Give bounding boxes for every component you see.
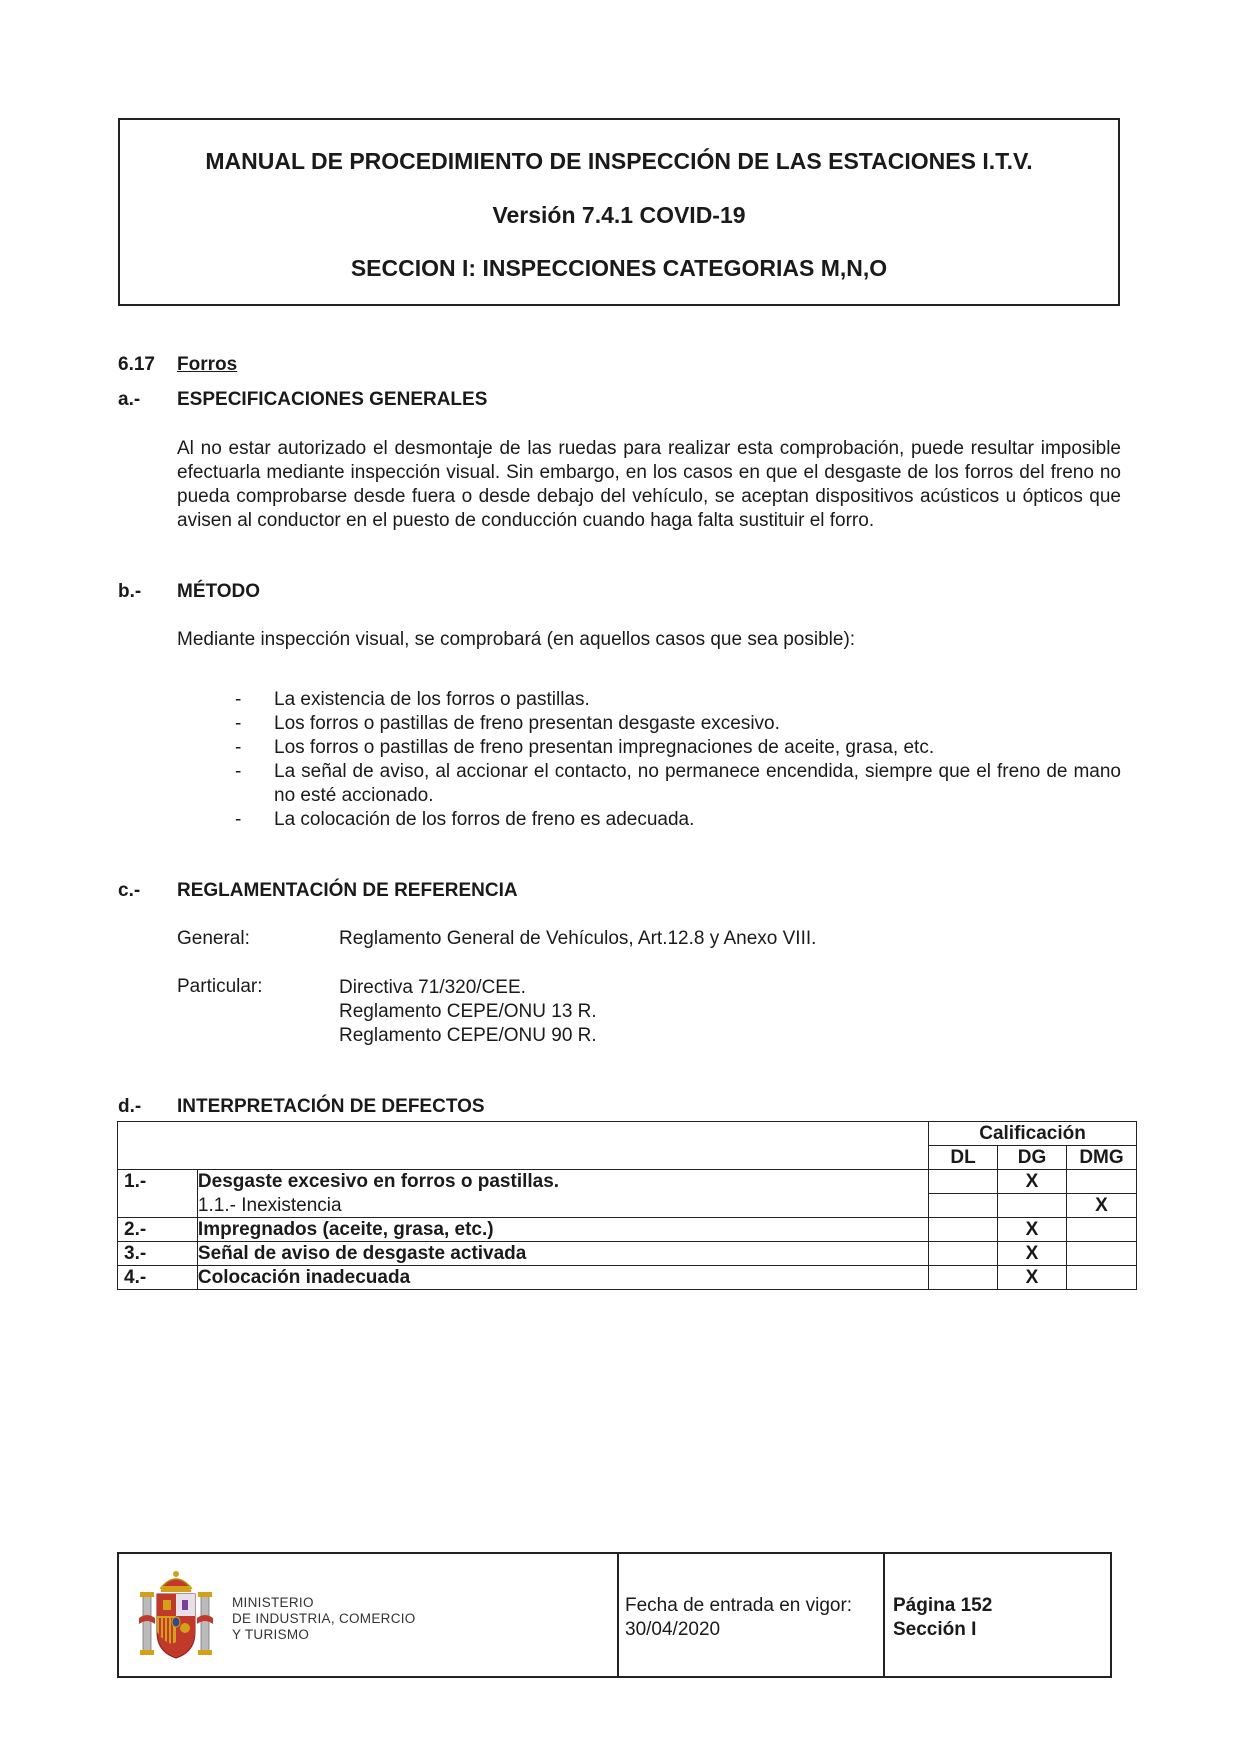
document-version: Versión 7.4.1 COVID-19 xyxy=(492,202,746,228)
ministry-name: MINISTERIO DE INDUSTRIA, COMERCIO Y TURISMO xyxy=(232,1595,416,1642)
table-row: 3.- Señal de aviso de desgaste activada X xyxy=(118,1242,1137,1266)
effective-date-value: 30/04/2020 xyxy=(625,1619,721,1640)
list-item: - Los forros o pastillas de freno presentan impregnaciones de aceite, grasa, etc. xyxy=(235,737,935,758)
general-text: Reglamento General de Vehículos, Art.12.8 y Anexo VIII. xyxy=(339,928,817,949)
section-b-label: b.- xyxy=(118,581,142,602)
list-item: Reglamento CEPE/ONU 90 R. xyxy=(339,1025,597,1046)
section-b-intro: Mediante inspección visual, se comprobará (en aquellos casos que sea posible): xyxy=(177,629,856,650)
section-b-title: MÉTODO xyxy=(177,581,261,602)
list-item: - Los forros o pastillas de freno presentan desgaste excesivo. xyxy=(235,713,780,734)
list-item: - La existencia de los forros o pastillas. xyxy=(235,689,590,710)
list-item: Reglamento CEPE/ONU 13 R. xyxy=(339,1001,597,1022)
section-c-label: c.- xyxy=(118,880,141,901)
spain-coat-of-arms-icon xyxy=(139,1566,213,1666)
column-header-dmg: DMG xyxy=(1066,1146,1136,1170)
table-row: 1.1.- Inexistencia X xyxy=(118,1194,1137,1218)
section-a-label: a.- xyxy=(118,389,141,410)
footer-section: Sección I xyxy=(893,1619,977,1640)
document-section: SECCION I: INSPECCIONES CATEGORIAS M,N,O xyxy=(350,255,888,281)
document-header xyxy=(118,118,1120,306)
calificacion-header: Calificación xyxy=(929,1122,1137,1146)
page-footer xyxy=(117,1552,1112,1678)
document-title: MANUAL DE PROCEDIMIENTO DE INSPECCIÓN DE LAS ESTACIONES I.T.V. xyxy=(205,148,1033,174)
list-item: - La colocación de los forros de freno es adecuada. xyxy=(235,809,695,830)
list-item: Directiva 71/320/CEE. xyxy=(339,977,526,998)
defects-table xyxy=(117,1121,1137,1290)
chapter-number: 6.17 xyxy=(118,354,155,375)
column-header-dg: DG xyxy=(998,1146,1067,1170)
list-item: - La señal de aviso, al accionar el contacto, no permanece encendida, siempre que el freno de mano no esté accionado. xyxy=(235,761,1121,806)
effective-date xyxy=(625,1594,852,1642)
particular-label: Particular: xyxy=(177,976,263,997)
table-row: 4.- Colocación inadecuada X xyxy=(118,1266,1137,1290)
section-c-title: REGLAMENTACIÓN DE REFERENCIA xyxy=(177,880,518,901)
section-d-title: INTERPRETACIÓN DE DEFECTOS xyxy=(177,1096,485,1117)
effective-date-label: Fecha de entrada en vigor: xyxy=(625,1595,853,1616)
section-a-text: Al no estar autorizado el desmontaje de las ruedas para realizar esta comprobación, puede resultar imposible efectuarla mediante inspección visual. Sin embargo, en los casos en que el desgaste de los forros del freno no pueda comprobarse desde fuera o desde debajo del vehículo, se aceptan dispositivos acústicos u ópticos que avisen al conductor en el puesto de conducción cuando haga falta sustituir el forro. xyxy=(177,438,1121,531)
section-a-title: ESPECIFICACIONES GENERALES xyxy=(177,389,488,410)
page-info xyxy=(893,1594,992,1642)
general-label: General: xyxy=(177,928,250,949)
table-row: 2.- Impregnados (aceite, grasa, etc.) X xyxy=(118,1218,1137,1242)
page-number: Página 152 xyxy=(893,1595,993,1616)
particular-list xyxy=(339,976,597,1048)
table-header-row xyxy=(118,1122,1137,1146)
section-d-label: d.- xyxy=(118,1096,142,1117)
table-row: 1.- Desgaste excesivo en forros o pastillas. X xyxy=(118,1170,1137,1194)
column-header-dl: DL xyxy=(929,1146,998,1170)
chapter-title: Forros xyxy=(177,354,238,375)
